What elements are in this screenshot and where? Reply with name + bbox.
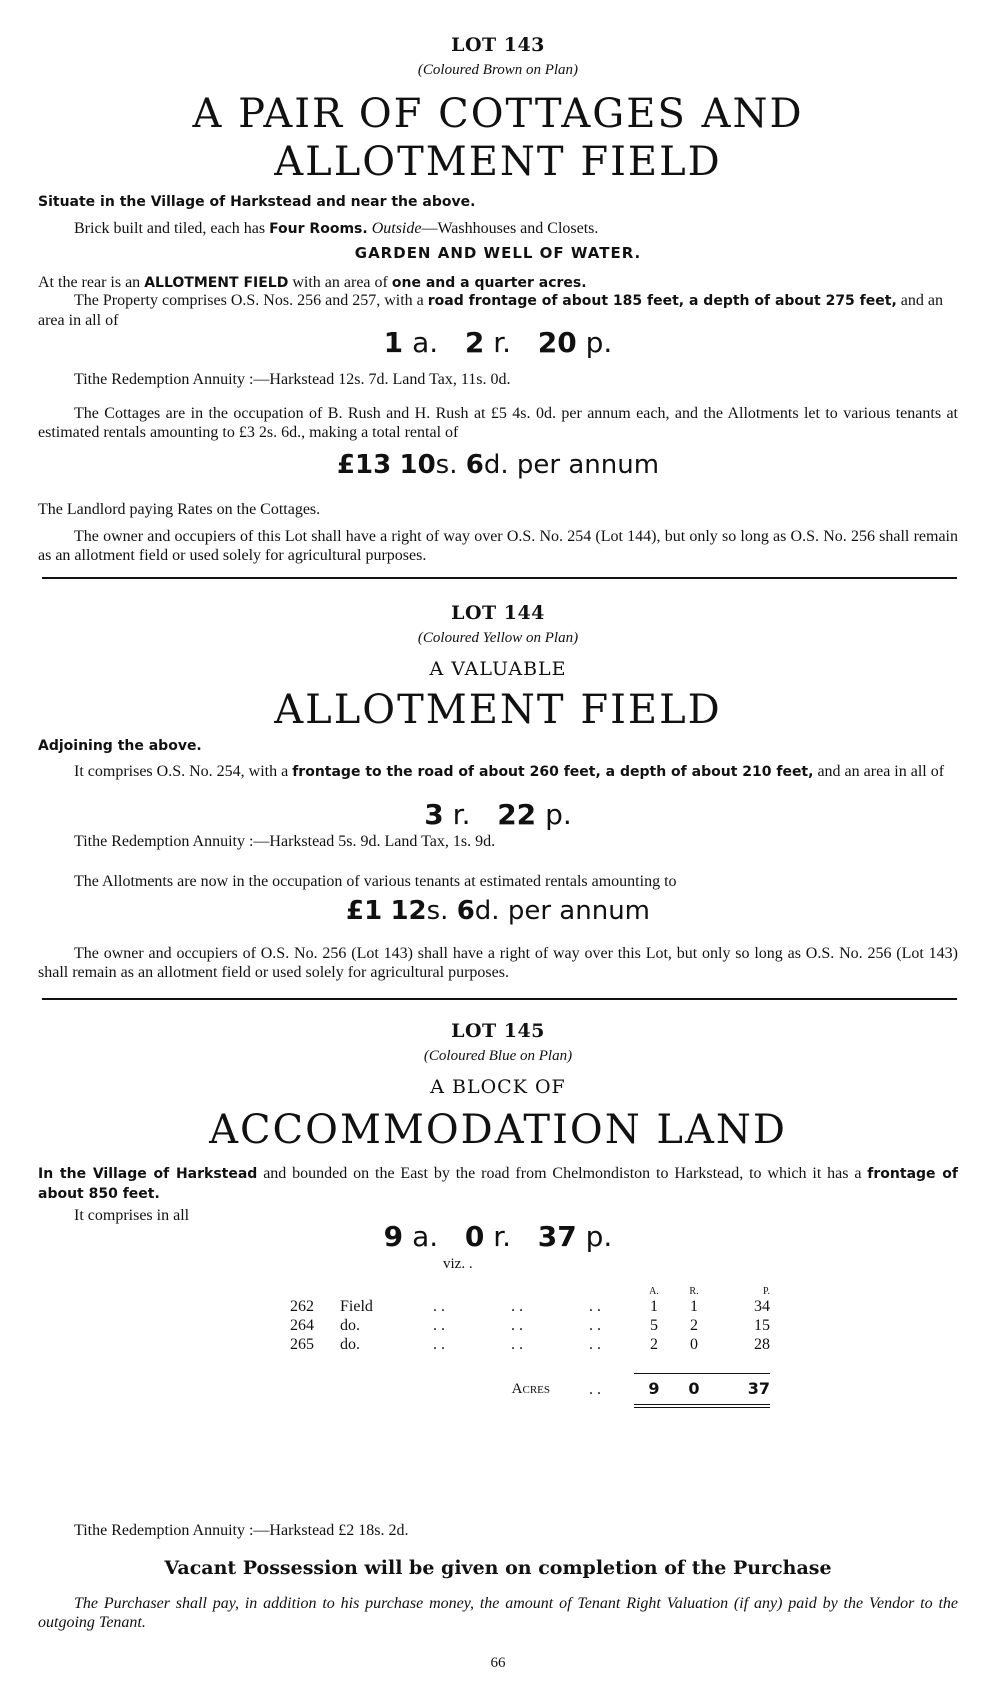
page-number: 66	[490, 1655, 506, 1671]
os-number: 262	[290, 1297, 314, 1315]
table-row	[290, 1316, 770, 1335]
area-roods-unit: r.	[493, 1220, 512, 1253]
lot-144-adjoining: Adjoining the above.	[38, 738, 202, 754]
vacant-possession-notice: Vacant Possession will be given on completion of the Purchase	[164, 1557, 832, 1579]
area-perches-unit: p.	[545, 798, 572, 831]
area-roods-unit: r.	[493, 326, 512, 359]
rear-bold: ALLOTMENT FIELD	[144, 275, 289, 291]
leader-dots: . .	[511, 1335, 523, 1353]
header-perches: P.	[763, 1286, 770, 1297]
table-row	[290, 1335, 770, 1354]
rental-pence: 6	[456, 896, 475, 926]
field-schedule-table	[290, 1278, 770, 1408]
lot-144-right-of-way: The owner and occupiers of O.S. No. 256 (Lot 143) shall have a right of way over this Lot, but only so long as O.S. No. 256 (Lot 143) shall remain as an allotment field or used solely for agricultural purposes.	[38, 945, 958, 981]
field-description: do.	[340, 1335, 360, 1353]
lot-144-heading: LOT 144	[451, 602, 545, 624]
lot-145-comprises: It comprises in all	[74, 1207, 190, 1224]
lot-143-title-line2: ALLOTMENT FIELD	[274, 139, 722, 185]
section-divider	[42, 577, 957, 579]
leader-dots: . .	[433, 1335, 445, 1353]
comp-text: It comprises O.S. No. 254, with a	[74, 763, 293, 780]
perches-value: 34	[754, 1297, 770, 1315]
rental-d-unit: d.	[474, 896, 500, 926]
lot-145-tithe: Tithe Redemption Annuity :—Harkstead £2 18s. 2d.	[74, 1522, 409, 1539]
desc-text: Brick built and tiled, each has	[74, 220, 270, 237]
rental-s-unit: s.	[426, 896, 449, 926]
rental-suffix: per annum	[516, 450, 660, 480]
rental-s-unit: s.	[435, 450, 458, 480]
lot-143-plan-note: (Coloured Brown on Plan)	[417, 62, 579, 78]
area-roods: 0	[464, 1220, 485, 1253]
acres-value: 1	[650, 1297, 658, 1315]
lot-143-area	[38, 326, 958, 359]
rental-pence: 6	[465, 450, 484, 480]
area-perches-unit: p.	[585, 1220, 613, 1253]
lot-143-property	[38, 291, 958, 330]
rear-text: At the rear is an	[38, 274, 145, 291]
leader-dots: . .	[433, 1297, 445, 1315]
perches-value: 28	[754, 1335, 770, 1353]
lot-145-area	[38, 1220, 958, 1253]
lot-143-right-of-way: The owner and occupiers of this Lot shall have a right of way over O.S. No. 254 (Lot 144), but only so long as O.S. No. 256 shall remain as an allotment field or used solely for agricultural purposes.	[38, 528, 958, 564]
lot-145-pre-title: A BLOCK OF	[430, 1076, 566, 1098]
total-label: Acres	[511, 1381, 550, 1397]
rental-suffix: per annum	[507, 896, 650, 926]
prop-post: and an area in all of	[38, 292, 943, 329]
area-perches: 37	[537, 1220, 577, 1253]
perches-value: 15	[754, 1316, 770, 1334]
roods-value: 2	[690, 1316, 698, 1334]
lot-143-rental	[38, 450, 958, 480]
rental-shillings: 12	[390, 896, 427, 926]
prop-bold: road frontage of about 185 feet, a depth of about 275 feet,	[427, 293, 897, 309]
intro-bold2: frontage of about 850 feet.	[38, 1166, 958, 1202]
lot-143-occupation: The Cottages are in the occupation of B. Rush and H. Rush at £5 4s. 0d. per annum each, and the Allotments let to various tenants at estimated rentals amounting to £3 2s. 6d., making a total rental of	[38, 405, 958, 441]
leader-dots: . .	[511, 1316, 523, 1334]
lot-143-title-line1: A PAIR OF COTTAGES AND	[192, 91, 804, 137]
area-roods: 3	[424, 798, 444, 831]
lot-144-tithe: Tithe Redemption Annuity :—Harkstead 5s. 9d. Land Tax, 1s. 9d.	[74, 833, 496, 850]
os-number: 265	[290, 1335, 314, 1353]
header-acres: A.	[649, 1286, 659, 1297]
lot-144-rental	[38, 896, 958, 926]
area-perches: 20	[537, 326, 577, 359]
leader-dots: . .	[511, 1297, 523, 1315]
lot-144-plan-note: (Coloured Yellow on Plan)	[417, 630, 579, 646]
total-acres: 9	[634, 1374, 674, 1406]
field-description: do.	[340, 1316, 360, 1334]
lot-144-pre-title: A VALUABLE	[429, 658, 567, 680]
os-number: 264	[290, 1316, 314, 1334]
lot-143-situate: Situate in the Village of Harkstead and near the above.	[38, 194, 476, 210]
area-perches-unit: p.	[585, 326, 613, 359]
acres-value: 2	[650, 1335, 658, 1353]
roods-value: 1	[690, 1297, 698, 1315]
desc-post: —Washhouses and Closets.	[421, 220, 599, 237]
rear-bold2: one and a quarter acres.	[391, 275, 587, 291]
rental-shillings: 10	[399, 450, 436, 480]
lot-144-area	[38, 798, 958, 831]
area-acres: 1	[383, 326, 404, 359]
lot-143-tithe: Tithe Redemption Annuity :—Harkstead 12s. 7d. Land Tax, 11s. 0d.	[74, 371, 511, 388]
rental-pounds: £1	[345, 896, 383, 926]
header-roods: R.	[689, 1286, 699, 1297]
lot-145-plan-note: (Coloured Blue on Plan)	[423, 1048, 573, 1064]
area-roods-unit: r.	[452, 798, 471, 831]
area-perches: 22	[497, 798, 537, 831]
purchaser-note: The Purchaser shall pay, in addition to his purchase money, the amount of Tenant Right Valuation (if any) paid by the Vendor to the outgoing Tenant.	[38, 1595, 958, 1631]
lot-143-heading: LOT 143	[451, 34, 545, 56]
viz-label: viz. .	[443, 1256, 473, 1272]
field-description: Field	[340, 1297, 373, 1315]
area-acres-unit: a.	[412, 326, 439, 359]
prop-text: The Property comprises O.S. Nos. 256 and 257, with a	[74, 292, 428, 309]
rental-pounds: £13	[336, 450, 392, 480]
lot-145-intro	[38, 1164, 958, 1204]
lot-143-description	[38, 219, 958, 239]
area-roods: 2	[464, 326, 485, 359]
lot-143-landlord: The Landlord paying Rates on the Cottages.	[38, 501, 321, 518]
rear-mid: with an area of	[288, 274, 392, 291]
desc-italic: Outside	[367, 220, 422, 237]
intro-bold: In the Village of Harkstead	[38, 1166, 258, 1182]
lot-145-heading: LOT 145	[451, 1020, 545, 1042]
leader-dots: . .	[589, 1297, 601, 1315]
area-acres: 9	[383, 1220, 404, 1253]
lot-145-title: ACCOMMODATION LAND	[209, 1107, 787, 1153]
table-row	[290, 1297, 770, 1316]
comp-bold: frontage to the road of about 260 feet, a depth of about 210 feet,	[292, 764, 814, 780]
rental-d-unit: d.	[483, 450, 509, 480]
lot-143-garden: GARDEN AND WELL OF WATER.	[354, 244, 642, 262]
total-roods: 0	[674, 1374, 714, 1406]
leader-dots: . .	[589, 1380, 601, 1398]
table-total-row	[290, 1374, 770, 1406]
comp-post: and an area in all of	[813, 763, 945, 780]
section-divider	[42, 998, 957, 1000]
table-header-row	[290, 1278, 770, 1297]
leader-dots: . .	[433, 1316, 445, 1334]
lot-144-title: ALLOTMENT FIELD	[274, 687, 722, 733]
acres-value: 5	[650, 1316, 658, 1334]
desc-bold: Four Rooms.	[269, 221, 368, 237]
roods-value: 0	[690, 1335, 698, 1353]
area-acres-unit: a.	[412, 1220, 439, 1253]
leader-dots: . .	[589, 1335, 601, 1353]
lot-144-occupation: The Allotments are now in the occupation of various tenants at estimated rentals amounting to	[74, 873, 677, 890]
lot-143-rear	[38, 273, 958, 293]
leader-dots: . .	[589, 1316, 601, 1334]
lot-144-comprises	[38, 762, 958, 782]
intro-text: and bounded on the East by the road from Chelmondiston to Harkstead, to which it has a	[257, 1165, 868, 1182]
total-perches: 37	[714, 1374, 770, 1406]
